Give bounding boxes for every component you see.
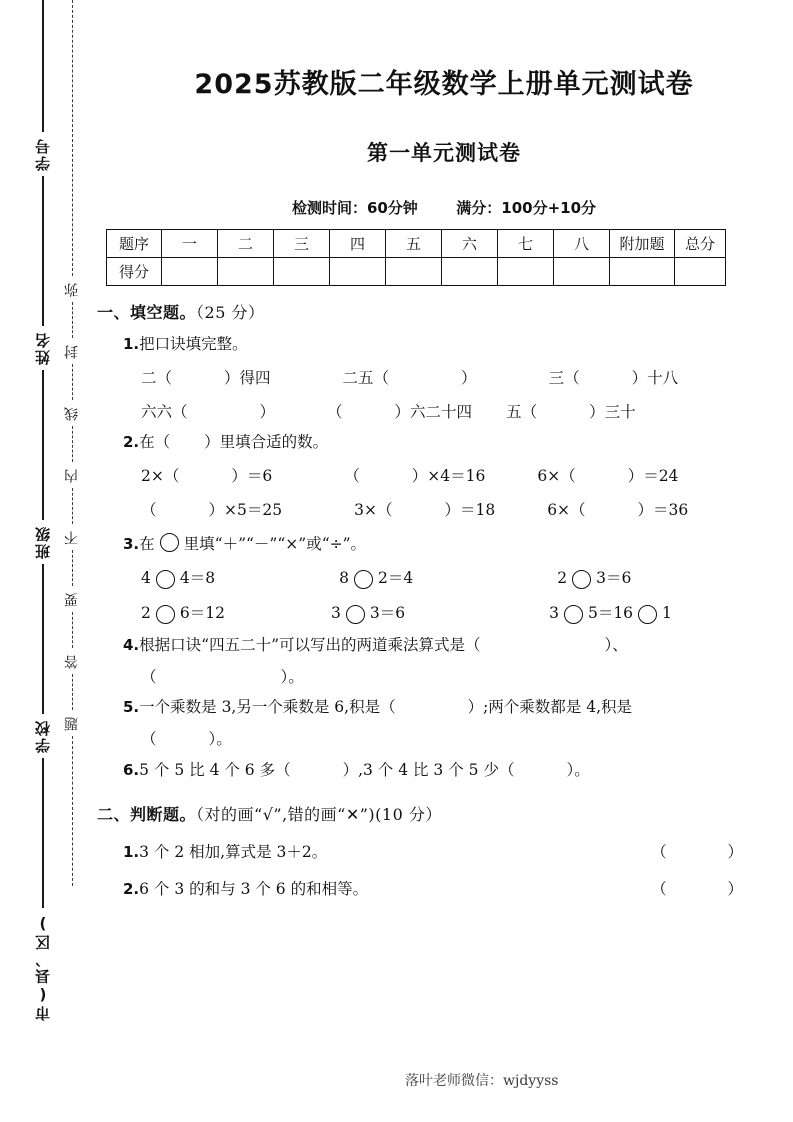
seal-margin [0, 0, 95, 1122]
operator-circle-icon[interactable] [572, 570, 591, 589]
q2-r1-b-blank[interactable] [360, 468, 412, 486]
tf-item-2-answer-box[interactable]: （ ） [651, 879, 771, 898]
q3-r2-c-right: 5＝16 [587, 603, 634, 622]
q2-r2-c-close: ）＝36 [637, 501, 689, 520]
section-one-points: （25 分） [196, 303, 265, 322]
q3-r1-a-left: 4 [141, 568, 151, 587]
seal-label-name: 姓名 [33, 331, 52, 365]
score-col-7: 七 [498, 230, 554, 258]
tf-item-1-text: 3 个 2 相加,算式是 3＋2。 [139, 842, 328, 861]
seal-dash-rule [72, 488, 73, 524]
score-col-extra: 附加题 [610, 230, 675, 258]
q5-line2-close: ）。 [208, 730, 232, 749]
question-2-text-a: 在（ [139, 433, 171, 452]
score-input-5[interactable] [386, 258, 442, 286]
question-3-row-2 [123, 605, 793, 624]
q2-r1-a-open: 2×（ [141, 467, 180, 486]
score-input-total[interactable] [675, 258, 726, 286]
question-6-stem [123, 762, 793, 780]
question-6 [97, 762, 793, 780]
question-5-number: 5. [123, 698, 140, 717]
tf-item-1-content [123, 840, 327, 862]
q2-r1-c-close: ）＝24 [627, 467, 679, 486]
question-6-text-c: ）。 [566, 760, 590, 779]
q2-r1-c-blank[interactable] [576, 468, 628, 486]
question-3-text-a: 在 [139, 534, 155, 553]
q2-r1-c-open: 6×（ [537, 467, 576, 486]
seal-label-student-id: 学号 [33, 137, 52, 171]
row-gap [413, 570, 485, 589]
q4-line2-close: ）。 [280, 667, 304, 686]
tf-item-2-text: 6 个 3 的和与 3 个 6 的和相等。 [139, 879, 369, 898]
score-input-8[interactable] [554, 258, 610, 286]
page-title: 2025苏教版二年级数学上册单元测试卷 [194, 69, 694, 100]
section-one-title [97, 300, 793, 323]
row-gap [405, 605, 477, 624]
row-gap [485, 570, 557, 589]
question-1-text: 把口诀填完整。 [139, 335, 248, 353]
q2-r2-b-open: 3×（ [354, 501, 393, 520]
question-3-text-b: 里填“＋”“－”“×”或“÷”。 [183, 534, 367, 553]
seal-warning-char-6: 要 [64, 591, 80, 607]
question-3-row-1 [123, 570, 793, 589]
question-3-number: 3. [123, 534, 140, 553]
operator-circle-icon[interactable] [564, 605, 583, 624]
tf-item-2-content [123, 877, 368, 899]
question-3 [97, 533, 793, 624]
q3-r2-a-left: 2 [141, 603, 151, 622]
tf-item-1-answer-box[interactable]: （ ） [651, 842, 771, 861]
q1-r2-a-blank[interactable] [188, 404, 260, 422]
seal-dash-rule [72, 302, 73, 338]
question-5-text-b: ）;两个乘数都是 4,积是 [467, 698, 633, 717]
question-4-number: 4. [123, 635, 140, 654]
q3-r2-c-left: 3 [549, 603, 559, 622]
score-input-2[interactable] [218, 258, 274, 286]
score-table [106, 229, 726, 286]
q5-line2-open: （ [141, 730, 157, 749]
seal-dash-rule [72, 550, 73, 586]
q1-r2-a-close: ） [259, 402, 276, 421]
question-4 [97, 637, 793, 687]
q1-r1-b-open: 二五（ [342, 368, 390, 387]
question-3-stem [123, 533, 793, 554]
q2-r2-b-blank[interactable] [392, 502, 444, 520]
q2-r2-a-open: （ [141, 501, 157, 520]
seal-warning-char-3: 线 [64, 405, 80, 421]
question-2-number: 2. [123, 433, 140, 452]
score-input-1[interactable] [162, 258, 218, 286]
q3-r2-b-left: 3 [330, 603, 341, 622]
row-gap [495, 502, 547, 520]
seal-warning-char-2: 封 [64, 343, 80, 359]
q1-r1-a-close: ）得四 [224, 368, 271, 387]
seal-dash-rule [72, 0, 73, 276]
row-gap [271, 370, 343, 388]
question-2-text-b: ）里填合适的数。 [204, 433, 329, 452]
row-gap [215, 570, 287, 589]
q1-r2-c-blank[interactable] [537, 404, 589, 422]
table-row-header [107, 230, 726, 258]
question-4-line-1-tail: ）、 [604, 635, 628, 654]
q3-r1-b-left: 8 [339, 568, 349, 587]
seal-dash-rule [72, 674, 73, 710]
q1-r1-c-open: 三（ [548, 368, 580, 387]
q1-r1-c-close: ）十八 [631, 368, 679, 387]
q3-r1-b-right: 2＝4 [377, 568, 414, 587]
q3-r1-a-right: 4＝8 [179, 568, 216, 587]
q2-r2-b-close: ）＝18 [444, 501, 496, 520]
q2-r1-b-open: （ [344, 467, 360, 486]
section-two-title [97, 802, 793, 825]
page-subtitle: 第一单元测试卷 [367, 141, 521, 165]
seal-warning-char-4: 内 [64, 467, 80, 483]
footer-watermark: 落叶老师微信：wjdyyss [405, 1073, 559, 1089]
q2-r1-a-close: ）＝6 [231, 467, 273, 486]
tf-spacer [368, 877, 651, 899]
score-col-4: 四 [330, 230, 386, 258]
seal-rule [42, 176, 44, 326]
exam-total-score-label: 满分：100分+10分 [456, 199, 597, 217]
q2-r2-c-open: 6×（ [547, 501, 586, 520]
row-gap [287, 570, 339, 589]
score-col-6: 六 [442, 230, 498, 258]
row-gap [275, 404, 327, 422]
q1-r2-b-open: （ [327, 402, 343, 421]
q2-r1-b-close: ）×4＝16 [411, 467, 486, 486]
q1-r1-c-blank[interactable] [580, 370, 632, 388]
tf-spacer [327, 840, 651, 862]
question-2-stem [123, 434, 793, 452]
question-5 [97, 699, 793, 749]
row-gap [282, 502, 354, 520]
tf-item-2-number: 2. [123, 879, 140, 898]
seal-warning-char-1: 弥 [64, 281, 80, 297]
seal-rule [42, 758, 44, 908]
score-col-8: 八 [554, 230, 610, 258]
q3-r1-c-right: 3＝6 [596, 568, 632, 587]
tf-item-1 [97, 840, 793, 862]
question-4-line-1 [123, 637, 793, 655]
row-gap [477, 370, 549, 388]
seal-dash-rule [72, 364, 73, 400]
score-col-3: 三 [274, 230, 330, 258]
q3-r2-b-right: 3＝6 [369, 603, 406, 622]
row-gap [297, 605, 331, 624]
q1-r1-a-open: 二（ [141, 368, 173, 387]
question-2-row-2 [123, 502, 793, 520]
section-one-heading: 一、填空题。 [97, 303, 197, 322]
seal-warning-char-5: 不 [64, 529, 80, 545]
seal-rule [42, 564, 44, 714]
seal-rule [42, 0, 44, 132]
question-1-stem [123, 336, 793, 354]
operator-circle-icon[interactable] [354, 570, 373, 589]
question-4-text: 根据口诀“四五二十”可以写出的两道乘法算式是（ [139, 635, 481, 654]
row-gap [477, 605, 549, 624]
score-col-2: 二 [218, 230, 274, 258]
q3-r2-a-right: 6＝12 [179, 603, 225, 622]
exam-sheet [95, 0, 793, 1122]
question-4-line-2 [123, 669, 793, 687]
q2-r2-a-blank[interactable] [157, 502, 209, 520]
section-two-heading: 二、判断题。 [97, 804, 197, 824]
operator-circle-icon[interactable] [156, 570, 175, 589]
score-input-3[interactable] [274, 258, 330, 286]
score-input-extra[interactable] [610, 258, 675, 286]
seal-dash-rule [72, 736, 73, 886]
q1-r2-b-close: ）六二十四 [394, 402, 473, 421]
score-col-1: 一 [162, 230, 218, 258]
question-6-text-b: ）,3 个 4 比 3 个 5 少（ [342, 760, 515, 779]
question-1-row-2 [123, 404, 793, 422]
seal-dash-rule [72, 612, 73, 648]
question-5-line-2 [123, 731, 793, 749]
seal-dash-rule [72, 426, 73, 462]
exam-time-label: 检测时间：60分钟 [291, 199, 418, 217]
q2-r2-c-blank[interactable] [586, 502, 638, 520]
score-table-row-label-order: 题序 [107, 230, 162, 258]
section-two-instruction: （对的画“√”,错的画“✕”)(10 分） [196, 804, 442, 824]
score-input-6[interactable] [442, 258, 498, 286]
score-table-row-label-points: 得分 [107, 258, 162, 286]
operator-circle-icon[interactable] [156, 605, 175, 624]
seal-column-warning [55, 0, 89, 1122]
section-true-false [95, 802, 793, 899]
question-6-text-a: 5 个 5 比 4 个 6 多（ [139, 760, 291, 779]
question-1-number: 1. [123, 335, 140, 353]
question-2 [97, 434, 793, 519]
tf-item-2 [97, 877, 793, 899]
score-col-5: 五 [386, 230, 442, 258]
operator-circle-icon[interactable] [160, 533, 179, 552]
question-2-row-1 [123, 468, 793, 486]
q3-r1-c-left: 2 [557, 568, 568, 587]
q2-r1-a-blank[interactable] [179, 468, 231, 486]
q1-r2-c-open: 五（ [506, 402, 538, 421]
q1-r1-b-close: ） [461, 368, 477, 387]
tf-item-1-number: 1. [123, 842, 140, 861]
q1-r2-a-open: 六六（ [141, 402, 188, 421]
seal-label-district: 市(县、区) [33, 913, 52, 1021]
q2-r2-a-close: ）×5＝25 [208, 501, 283, 520]
section-fill-in-blanks [95, 300, 793, 780]
question-1 [97, 336, 793, 421]
question-5-text-a: 一个乘数是 3,另一个乘数是 6,积是（ [139, 698, 396, 717]
score-input-7[interactable] [498, 258, 554, 286]
q1-r2-c-close: ）三十 [589, 402, 636, 421]
exam-meta [95, 197, 793, 218]
seal-label-class: 班级 [33, 525, 52, 559]
seal-rule [42, 370, 44, 520]
row-gap [485, 468, 537, 486]
seal-warning-char-8: 题 [64, 715, 80, 731]
q1-r1-a-blank[interactable] [172, 370, 224, 388]
seal-warning-char-7: 答 [64, 653, 80, 669]
q1-r1-b-blank[interactable] [389, 370, 461, 388]
operator-circle-icon[interactable] [638, 605, 657, 624]
row-gap [272, 468, 344, 486]
question-1-row-1 [123, 370, 793, 388]
operator-circle-icon[interactable] [346, 605, 365, 624]
score-col-total: 总分 [675, 230, 726, 258]
score-input-4[interactable] [330, 258, 386, 286]
table-row-points [107, 258, 726, 286]
question-6-number: 6. [123, 760, 140, 779]
row-gap [225, 605, 297, 624]
row-gap [472, 404, 506, 422]
question-5-line-1 [123, 699, 793, 717]
q3-r2-c-tail: 1 [662, 603, 672, 622]
q4-line2-open: （ [141, 667, 157, 686]
q1-r2-b-blank[interactable] [343, 404, 395, 422]
seal-label-school: 学校 [33, 719, 52, 753]
